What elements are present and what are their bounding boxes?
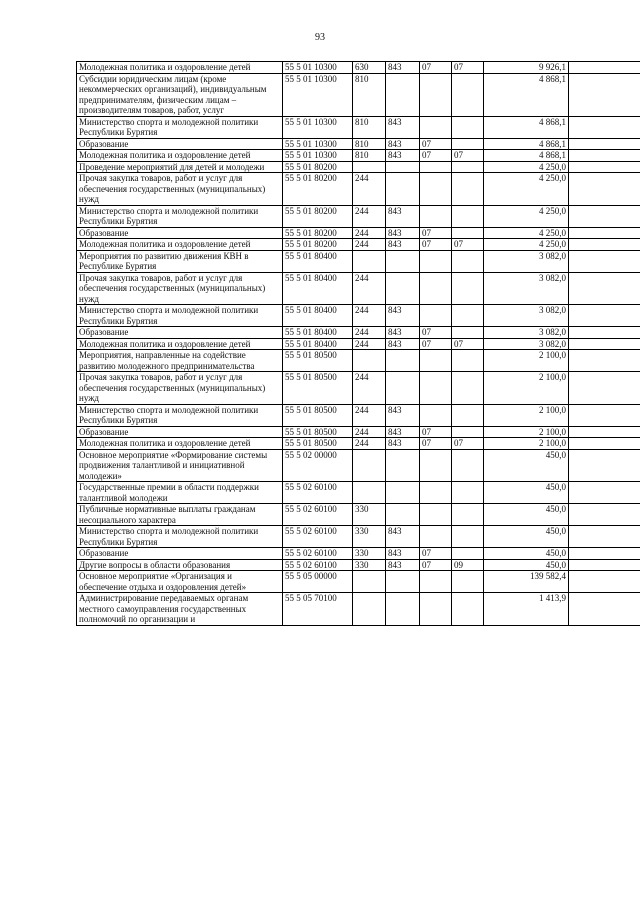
empty-cell [569,205,640,227]
target-article-code: 55 5 05 70100 [283,593,353,626]
expense-type-code: 330 [353,504,386,526]
expense-type-code: 244 [353,338,386,350]
empty-cell [569,526,640,548]
table-row [77,449,640,482]
target-article-code: 55 5 01 10300 [283,116,353,138]
budget-manager-code [386,593,420,626]
empty-cell [569,272,640,305]
target-article-code: 55 5 01 80200 [283,227,353,239]
item-name: Мероприятия по развитию движения КВН в Республике Бурятия [77,250,283,272]
target-article-code: 55 5 01 10300 [283,150,353,162]
target-article-code: 55 5 02 60100 [283,559,353,571]
item-name: Образование [77,227,283,239]
table-row [77,205,640,227]
subsection-code [452,161,484,173]
item-name: Государственные премии в области поддержки талантливой молодежи [77,482,283,504]
item-name: Молодежная политика и оздоровление детей [77,62,283,74]
table-body [77,62,640,626]
subsection-code [452,205,484,227]
section-code: 07 [420,150,452,162]
empty-cell [569,504,640,526]
table-row [77,571,640,593]
section-code [420,404,452,426]
subsection-code [452,526,484,548]
amount-value: 4 868,1 [484,138,569,150]
expense-type-code: 244 [353,173,386,206]
empty-cell [569,73,640,116]
item-name: Министерство спорта и молодежной политики Республики Бурятия [77,205,283,227]
table-row [77,504,640,526]
expense-type-code [353,161,386,173]
table-row [77,338,640,350]
target-article-code: 55 5 02 60100 [283,548,353,560]
budget-manager-code: 843 [386,150,420,162]
target-article-code: 55 5 01 10300 [283,73,353,116]
section-code [420,449,452,482]
empty-cell [569,438,640,450]
budget-manager-code: 843 [386,227,420,239]
section-code [420,350,452,372]
target-article-code: 55 5 02 60100 [283,482,353,504]
subsection-code: 07 [452,438,484,450]
expense-type-code: 244 [353,305,386,327]
target-article-code: 55 5 01 80400 [283,338,353,350]
expense-type-code: 630 [353,62,386,74]
empty-cell [569,404,640,426]
expense-type-code: 810 [353,138,386,150]
budget-manager-code: 843 [386,327,420,339]
empty-cell [569,227,640,239]
table-row [77,404,640,426]
target-article-code: 55 5 01 80400 [283,272,353,305]
empty-cell [569,548,640,560]
subsection-code [452,73,484,116]
item-name: Другие вопросы в области образования [77,559,283,571]
expense-type-code: 244 [353,372,386,405]
section-code [420,73,452,116]
table-row [77,73,640,116]
expense-type-code: 810 [353,116,386,138]
expense-type-code [353,482,386,504]
item-name: Молодежная политика и оздоровление детей [77,150,283,162]
budget-manager-code: 843 [386,239,420,251]
amount-value: 1 413,9 [484,593,569,626]
subsection-code: 07 [452,338,484,350]
budget-manager-code: 843 [386,305,420,327]
expense-type-code: 244 [353,227,386,239]
expense-type-code: 244 [353,272,386,305]
empty-cell [569,239,640,251]
amount-value: 3 082,0 [484,272,569,305]
target-article-code: 55 5 01 80500 [283,404,353,426]
amount-value: 4 250,0 [484,205,569,227]
amount-value: 4 250,0 [484,239,569,251]
subsection-code [452,426,484,438]
empty-cell [569,350,640,372]
expense-type-code: 244 [353,426,386,438]
amount-value: 2 100,0 [484,404,569,426]
item-name: Молодежная политика и оздоровление детей [77,338,283,350]
amount-value: 9 926,1 [484,62,569,74]
section-code [420,482,452,504]
amount-value: 3 082,0 [484,250,569,272]
empty-cell [569,150,640,162]
table-row [77,438,640,450]
subsection-code [452,404,484,426]
budget-manager-code [386,350,420,372]
empty-cell [569,138,640,150]
subsection-code [452,305,484,327]
empty-cell [569,116,640,138]
expense-type-code: 810 [353,73,386,116]
item-name: Прочая закупка товаров, работ и услуг для обеспечения государственных (муниципальных) нужд [77,272,283,305]
item-name: Прочая закупка товаров, работ и услуг для обеспечения государственных (муниципальных) нужд [77,372,283,405]
section-code [420,372,452,405]
amount-value: 3 082,0 [484,327,569,339]
table-row [77,239,640,251]
subsection-code [452,138,484,150]
section-code [420,526,452,548]
item-name: Администрирование передаваемых органам местного самоуправления государственных полномочий по организации и [77,593,283,626]
subsection-code [452,227,484,239]
expense-type-code [353,593,386,626]
item-name: Молодежная политика и оздоровление детей [77,239,283,251]
target-article-code: 55 5 01 80400 [283,250,353,272]
budget-table [76,61,640,626]
subsection-code: 07 [452,62,484,74]
amount-value: 450,0 [484,449,569,482]
budget-manager-code: 843 [386,116,420,138]
expense-type-code: 244 [353,438,386,450]
subsection-code [452,350,484,372]
target-article-code: 55 5 01 80200 [283,239,353,251]
budget-manager-code: 843 [386,526,420,548]
budget-manager-code [386,161,420,173]
expense-type-code: 330 [353,526,386,548]
expense-type-code [353,250,386,272]
item-name: Министерство спорта и молодежной политики Республики Бурятия [77,305,283,327]
expense-type-code: 330 [353,548,386,560]
amount-value: 4 250,0 [484,227,569,239]
section-code [420,173,452,206]
budget-manager-code [386,250,420,272]
amount-value: 4 868,1 [484,150,569,162]
target-article-code: 55 5 02 60100 [283,504,353,526]
section-code: 07 [420,559,452,571]
budget-manager-code: 843 [386,404,420,426]
table-row [77,150,640,162]
table-row [77,593,640,626]
subsection-code [452,593,484,626]
table-row [77,161,640,173]
amount-value: 2 100,0 [484,438,569,450]
expense-type-code: 330 [353,559,386,571]
table-row [77,526,640,548]
budget-manager-code [386,504,420,526]
target-article-code: 55 5 01 80200 [283,205,353,227]
budget-manager-code [386,173,420,206]
section-code [420,305,452,327]
section-code: 07 [420,548,452,560]
target-article-code: 55 5 01 80200 [283,161,353,173]
target-article-code: 55 5 01 80500 [283,426,353,438]
amount-value: 450,0 [484,526,569,548]
table-row [77,250,640,272]
section-code [420,593,452,626]
budget-manager-code: 843 [386,338,420,350]
amount-value: 450,0 [484,559,569,571]
item-name: Прочая закупка товаров, работ и услуг для обеспечения государственных (муниципальных) нужд [77,173,283,206]
section-code: 07 [420,138,452,150]
target-article-code: 55 5 02 00000 [283,449,353,482]
section-code: 07 [420,438,452,450]
item-name: Молодежная политика и оздоровление детей [77,438,283,450]
empty-cell [569,161,640,173]
subsection-code [452,327,484,339]
target-article-code: 55 5 01 10300 [283,138,353,150]
budget-manager-code [386,73,420,116]
section-code: 07 [420,327,452,339]
section-code: 07 [420,239,452,251]
table-row [77,272,640,305]
table-row [77,548,640,560]
item-name: Публичные нормативные выплаты гражданам несоциального характера [77,504,283,526]
item-name: Образование [77,138,283,150]
page-number: 93 [315,32,325,43]
table-row [77,559,640,571]
target-article-code: 55 5 01 80400 [283,305,353,327]
subsection-code [452,548,484,560]
table-row [77,116,640,138]
section-code [420,161,452,173]
budget-manager-code: 843 [386,426,420,438]
item-name: Министерство спорта и молодежной политики Республики Бурятия [77,526,283,548]
section-code [420,504,452,526]
subsection-code [452,272,484,305]
empty-cell [569,62,640,74]
subsection-code [452,372,484,405]
expense-type-code [353,350,386,372]
budget-manager-code: 843 [386,438,420,450]
item-name: Министерство спорта и молодежной политики Республики Бурятия [77,404,283,426]
amount-value: 4 868,1 [484,73,569,116]
section-code: 07 [420,426,452,438]
table-row [77,350,640,372]
target-article-code: 55 5 01 80500 [283,372,353,405]
budget-manager-code: 843 [386,205,420,227]
table-row [77,482,640,504]
amount-value: 450,0 [484,482,569,504]
subsection-code: 09 [452,559,484,571]
amount-value: 450,0 [484,504,569,526]
amount-value: 3 082,0 [484,305,569,327]
target-article-code: 55 5 01 80500 [283,350,353,372]
empty-cell [569,482,640,504]
expense-type-code: 244 [353,404,386,426]
empty-cell [569,426,640,438]
empty-cell [569,449,640,482]
subsection-code [452,173,484,206]
amount-value: 2 100,0 [484,350,569,372]
item-name: Образование [77,426,283,438]
target-article-code: 55 5 01 80500 [283,438,353,450]
budget-manager-code: 843 [386,138,420,150]
empty-cell [569,559,640,571]
empty-cell [569,571,640,593]
section-code: 07 [420,227,452,239]
amount-value: 139 582,4 [484,571,569,593]
target-article-code: 55 5 01 80200 [283,173,353,206]
table-row [77,173,640,206]
budget-manager-code [386,482,420,504]
subsection-code [452,482,484,504]
item-name: Проведение мероприятий для детей и молодежи [77,161,283,173]
item-name: Министерство спорта и молодежной политики Республики Бурятия [77,116,283,138]
amount-value: 2 100,0 [484,426,569,438]
section-code [420,116,452,138]
amount-value: 2 100,0 [484,372,569,405]
amount-value: 450,0 [484,548,569,560]
budget-manager-code: 843 [386,62,420,74]
empty-cell [569,305,640,327]
section-code [420,250,452,272]
item-name: Мероприятия, направленные на содействие развитию молодежного предпринимательства [77,350,283,372]
item-name: Основное мероприятие «Организация и обеспечение отдыха и оздоровления детей» [77,571,283,593]
budget-manager-code [386,571,420,593]
budget-manager-code [386,272,420,305]
table-row [77,426,640,438]
item-name: Образование [77,327,283,339]
section-code [420,571,452,593]
target-article-code: 55 5 01 80400 [283,327,353,339]
empty-cell [569,173,640,206]
subsection-code: 07 [452,239,484,251]
expense-type-code: 244 [353,327,386,339]
empty-cell [569,593,640,626]
amount-value: 3 082,0 [484,338,569,350]
expense-type-code [353,449,386,482]
table-row [77,372,640,405]
subsection-code: 07 [452,150,484,162]
section-code [420,272,452,305]
expense-type-code: 810 [353,150,386,162]
empty-cell [569,250,640,272]
subsection-code [452,250,484,272]
target-article-code: 55 5 05 00000 [283,571,353,593]
subsection-code [452,449,484,482]
table-row [77,327,640,339]
expense-type-code [353,571,386,593]
table-row [77,227,640,239]
target-article-code: 55 5 02 60100 [283,526,353,548]
item-name: Субсидии юридическим лицам (кроме некоммерческих организаций), индивидуальным предпринимателям, физическим лицам – производителям товаров, работ, услуг [77,73,283,116]
amount-value: 4 250,0 [484,173,569,206]
table-row [77,62,640,74]
amount-value: 4 868,1 [484,116,569,138]
section-code: 07 [420,338,452,350]
amount-value: 4 250,0 [484,161,569,173]
subsection-code [452,116,484,138]
item-name: Основное мероприятие «Формирование системы продвижения талантливой и инициативной молодежи» [77,449,283,482]
item-name: Образование [77,548,283,560]
section-code [420,205,452,227]
subsection-code [452,571,484,593]
budget-manager-code: 843 [386,548,420,560]
empty-cell [569,327,640,339]
expense-type-code: 244 [353,239,386,251]
target-article-code: 55 5 01 10300 [283,62,353,74]
budget-manager-code [386,449,420,482]
expense-type-code: 244 [353,205,386,227]
budget-manager-code: 843 [386,559,420,571]
budget-manager-code [386,372,420,405]
table-row [77,305,640,327]
section-code: 07 [420,62,452,74]
subsection-code [452,504,484,526]
empty-cell [569,372,640,405]
table-row [77,138,640,150]
empty-cell [569,338,640,350]
